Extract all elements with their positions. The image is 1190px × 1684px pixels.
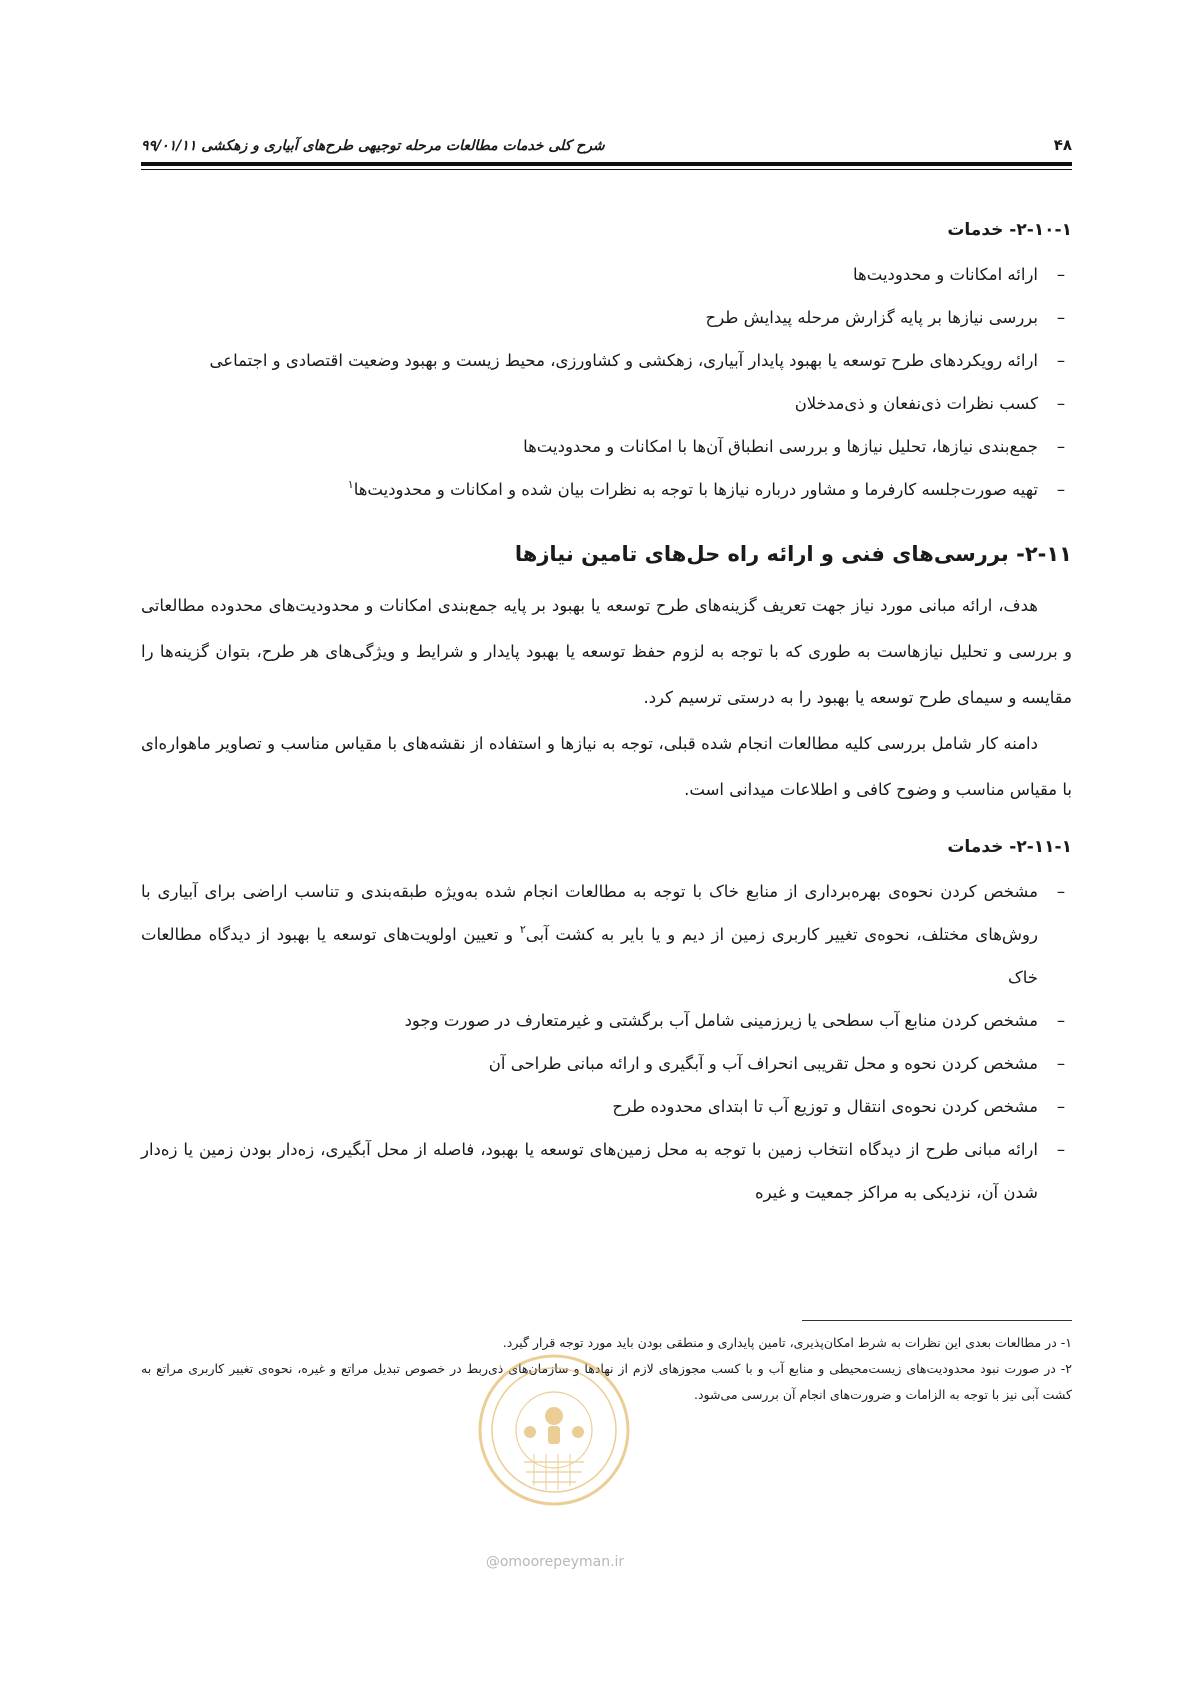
- list-item: [141, 999, 1072, 1042]
- list-item: [141, 870, 1072, 999]
- paragraph: دامنه کار شامل بررسی کلیه مطالعات انجام شده قبلی، توجه به نیازها و استفاده از نقشه‌های با مقیاس مناسب و تصاویر ماهواره‌ای با مقیاس مناسب و وضوح کافی و اطلاعات میدانی است.: [141, 734, 1072, 799]
- header-rule-thick: [141, 162, 1072, 166]
- footnote-separator: [802, 1320, 1072, 1321]
- list-item-text: و تعیین اولویت‌های توسعه یا بهبود از دیدگاه مطالعات خاک: [141, 925, 1038, 987]
- footnote-marker: ۲: [519, 923, 526, 936]
- section-2-10-1-list: [141, 253, 1072, 511]
- paragraph: هدف، ارائه مبانی مورد نیاز جهت تعریف گزینه‌های طرح توسعه یا بهبود بر پایه جمع‌بندی امکانات و محدودیت‌های محدوده مطالعاتی و بررسی و تحلیل نیازهاست به طوری که با توجه به لزوم حفظ توسعه یا بهبود پایدار و شرایط و ویژگی‌های هر طرح، بتوان گزینه‌ها را مقایسه و سیمای طرح توسعه یا بهبود را به درستی ترسیم کرد.: [141, 596, 1072, 707]
- list-item-text: مشخص کردن نحوه و محل تقریبی انحراف آب و آبگیری و ارائه مبانی طراحی آن: [488, 1054, 1038, 1073]
- list-item: [141, 253, 1072, 296]
- dash-icon: –: [1056, 1140, 1066, 1159]
- list-item-text: مشخص کردن منابع آب سطحی یا زیرزمینی شامل آب برگشتی و غیرمتعارف در صورت وجود: [404, 1011, 1038, 1030]
- section-2-10-1-heading: ۲-۱۰-۱- خدمات: [947, 220, 1072, 240]
- header-rule-thin: [141, 169, 1072, 170]
- page-header: [141, 128, 1072, 154]
- dash-icon: –: [1056, 308, 1066, 327]
- section-2-11-1-heading: ۲-۱۱-۱- خدمات: [947, 837, 1072, 857]
- watermark: @omoorepeyman.ir: [485, 1554, 625, 1570]
- section-2-11-1-list: [141, 870, 1072, 1214]
- list-item-text: کسب نظرات ذی‌نفعان و ذی‌مدخلان: [794, 394, 1038, 413]
- dash-icon: –: [1056, 394, 1066, 413]
- list-item: [141, 339, 1072, 382]
- list-item: [141, 1128, 1072, 1214]
- dash-icon: –: [1056, 1097, 1066, 1116]
- dash-icon: –: [1056, 351, 1066, 370]
- section-2-11-body: [141, 583, 1072, 813]
- page-number: ۴۸: [1053, 136, 1072, 154]
- dash-icon: –: [1056, 1054, 1066, 1073]
- list-item: [141, 1042, 1072, 1085]
- page-body: [141, 210, 1072, 1222]
- dash-icon: –: [1056, 437, 1066, 456]
- list-item: [141, 382, 1072, 425]
- header-title: شرح کلی خدمات مطالعات مرحله توجیهی طرح‌های آبیاری و زهکشی ۹۹/۰۱/۱۱: [141, 138, 605, 154]
- list-item-text: ارائه رویکردهای طرح توسعه یا بهبود پایدار آبیاری، زهکشی و کشاورزی، محیط زیست و بهبود وضعیت اقتصادی و اجتماعی: [209, 351, 1038, 370]
- list-item-text: تهیه صورت‌جلسه کارفرما و مشاور درباره نیازها با توجه به نظرات بیان شده و امکانات و محدودیت‌ها: [353, 480, 1038, 499]
- footnote-marker: ۱: [347, 478, 354, 491]
- section-2-11-heading: ۲-۱۱- بررسی‌های فنی و ارائه راه حل‌های تامین نیازها: [514, 542, 1072, 566]
- footnote-1: ۱- در مطالعات بعدی این نظرات به شرط امکان‌پذیری، تامین پایداری و منطقی بودن باید مورد توجه قرار گیرد.: [502, 1335, 1072, 1350]
- list-item-text: مشخص کردن نحوه‌ی بهره‌برداری از منابع خاک با توجه به مطالعات انجام شده به‌ویژه طبقه‌بندی و تناسب اراضی برای آبیاری با روش‌های مختلف، نحوه‌ی تغییر کاربری زمین از دیم و یا بایر به کشت آبی: [141, 882, 1038, 944]
- list-item: [141, 296, 1072, 339]
- footnote-2: ۲- در صورت نبود محدودیت‌های زیست‌محیطی و منابع آب و با کسب مجوزهای لازم از نهادها و سازمان‌های ذی‌ربط در خصوص تبدیل مراتع و غیره، نحوه‌ی تغییر کاربری مراتع به کشت آبی نیز با توجه به الزامات و ضرورت‌های انجام آن بررسی می‌شود.: [141, 1361, 1072, 1402]
- list-item-text: بررسی نیازها بر پایه گزارش مرحله پیدایش طرح: [705, 308, 1038, 327]
- list-item-text: ارائه امکانات و محدودیت‌ها: [853, 265, 1038, 284]
- dash-icon: –: [1056, 882, 1066, 901]
- list-item-text: جمع‌بندی نیازها، تحلیل نیازها و بررسی انطباق آن‌ها با امکانات و محدودیت‌ها: [523, 437, 1038, 456]
- list-item-text: ارائه مبانی طرح از دیدگاه انتخاب زمین با توجه به محل زمین‌های توسعه یا بهبود، فاصله از محل آبگیری، زه‌دار بودن زمین یا زه‌دار شدن آن، نزدیکی به مراکز جمعیت و غیره: [141, 1140, 1038, 1202]
- list-item: [141, 468, 1072, 511]
- dash-icon: –: [1056, 480, 1066, 499]
- list-item-text: مشخص کردن نحوه‌ی انتقال و توزیع آب تا ابتدای محدوده طرح: [612, 1097, 1038, 1116]
- seal-logo-icon: [474, 1350, 634, 1510]
- list-item: [141, 425, 1072, 468]
- dash-icon: –: [1056, 265, 1066, 284]
- dash-icon: –: [1056, 1011, 1066, 1030]
- list-item: [141, 1085, 1072, 1128]
